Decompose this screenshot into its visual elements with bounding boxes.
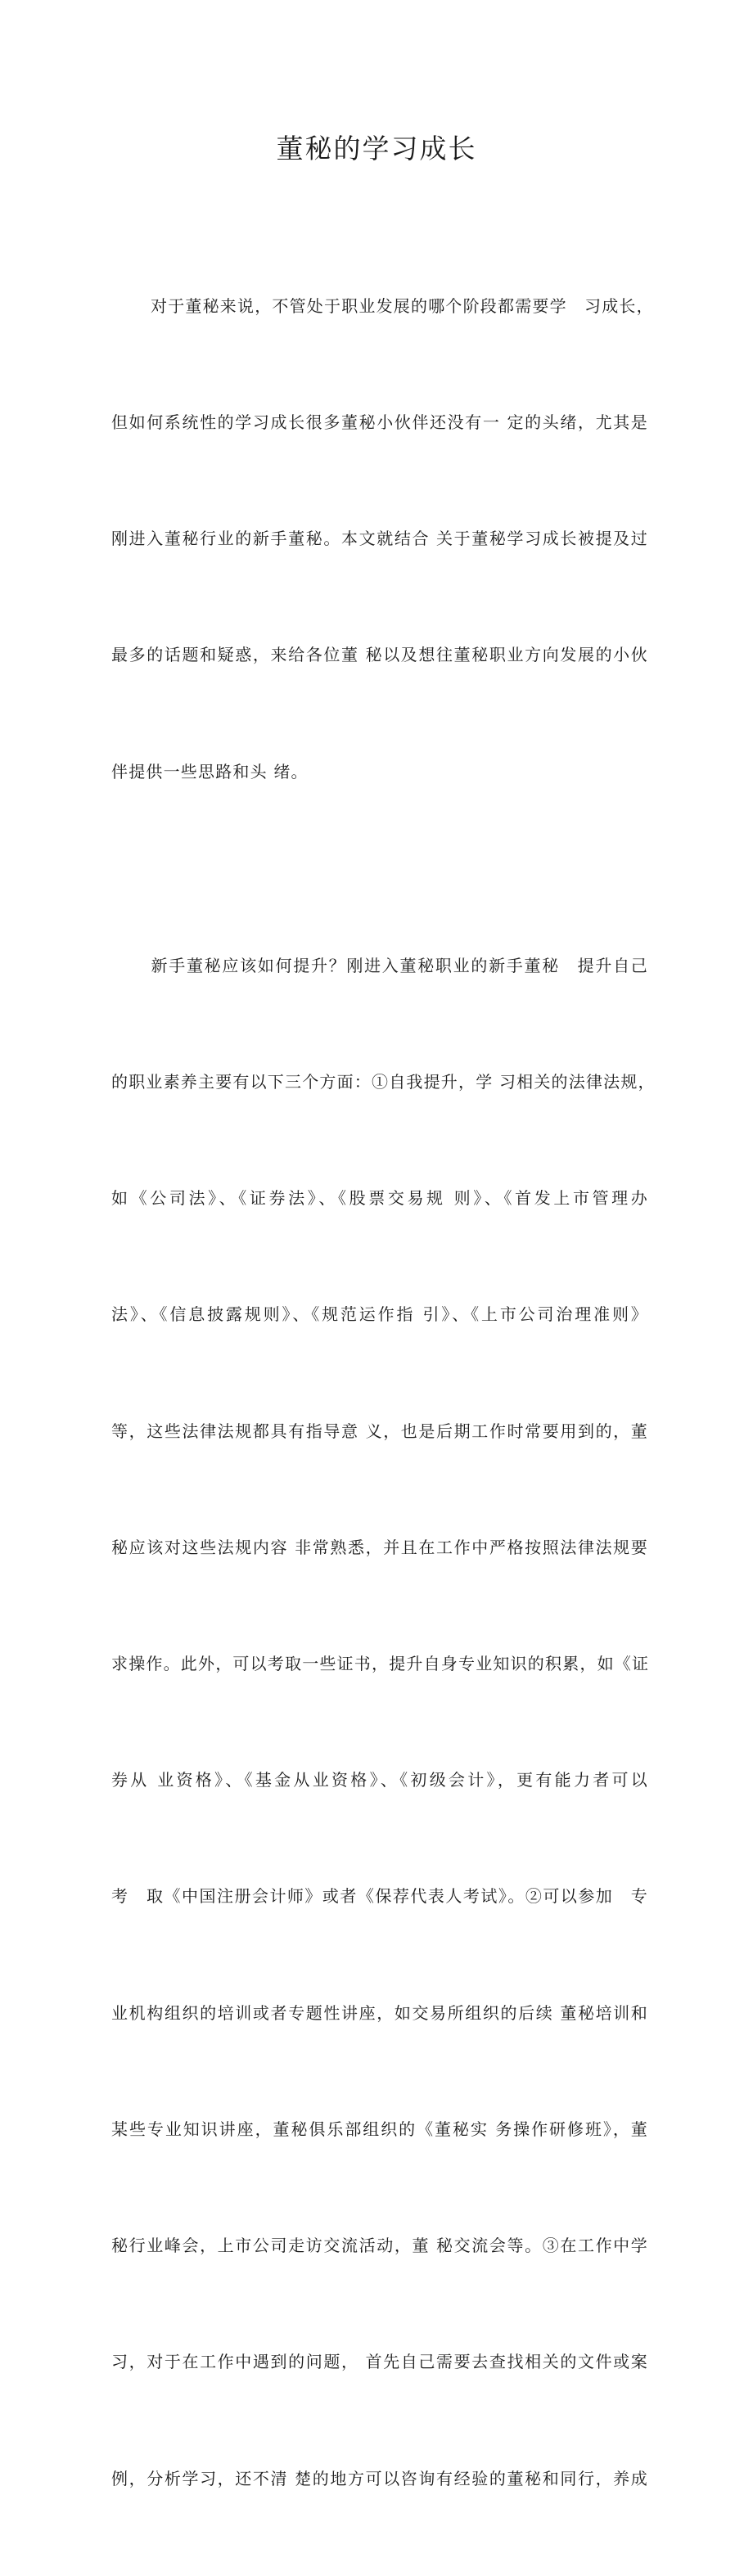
paragraph-line: 刚进入董秘行业的新手董秘。本文就结合 关于董秘学习成长被提及过 (111, 529, 648, 549)
paragraph-line: 例，分析学习，还不清 楚的地方可以咨询有经验的董秘和同行，养成 (111, 2468, 648, 2488)
paragraph-line: 某些专业知识讲座，董秘俱乐部组织的《董秘实 务操作研修班》，董 (111, 2119, 648, 2139)
paragraph-line: 新手董秘应该如何提升？刚进入董秘职业的新手董秘 提升自己 (151, 955, 648, 975)
paragraph-line: 如《公司法》、《证券法》、《股票交易规 则》、《首发上市管理办 (111, 1188, 648, 1209)
paragraph-line: 但如何系统性的学习成长很多董秘小伙伴还没有一 定的头绪，尤其是 (111, 412, 648, 433)
paragraph-line: 秘行业峰会，上市公司走访交流活动，董 秘交流会等。③在工作中学 (111, 2236, 648, 2256)
paragraph-line: 习，对于在工作中遇到的问题， 首先自己需要去查找相关的文件或案 (111, 2352, 648, 2372)
paragraph-line: 券从 业资格》、《基金从业资格》、《初级会计》，更有能力者可以 (111, 1770, 648, 1790)
paragraph-line: 等，这些法律法规都具有指导意 义，也是后期工作时常要用到的，董 (111, 1421, 648, 1441)
paragraph-line: 求操作。此外，可以考取一些证书，提升自身专业知识的积累，如《证 (111, 1654, 650, 1674)
paragraph-line: 业机构组织的培训或者专题性讲座，如交易所组织的后续 董秘培训和 (111, 2002, 648, 2023)
paragraph-line: 秘应该对这些法规内容 非常熟悉，并且在工作中严格按照法律法规要 (111, 1537, 648, 1557)
paragraph-line: 对于董秘来说，不管处于职业发展的哪个阶段都需要学 习成长， (151, 295, 654, 316)
paragraph-line: 最多的话题和疑惑，来给各位董 秘以及想往董秘职业方向发展的小伙 (111, 645, 648, 665)
paragraph-2 (111, 869, 656, 2576)
paragraph-1 (111, 209, 654, 869)
document-title: 董秘的学习成长 (276, 133, 477, 164)
paragraph-line: 伴提供一些思路和头 绪。 (111, 761, 309, 781)
paragraph-line: 法》、《信息披露规则》、《规范运作指 引》、《上市公司治理准则》 (111, 1304, 648, 1325)
paragraph-line: 的职业素养主要有以下三个方面：①自我提升，学 习相关的法律法规， (111, 1071, 656, 1092)
document-body (111, 209, 656, 2576)
paragraph-line: 考 取《中国注册会计师》或者《保荐代表人考试》。②可以参加 专 (111, 1886, 648, 1907)
